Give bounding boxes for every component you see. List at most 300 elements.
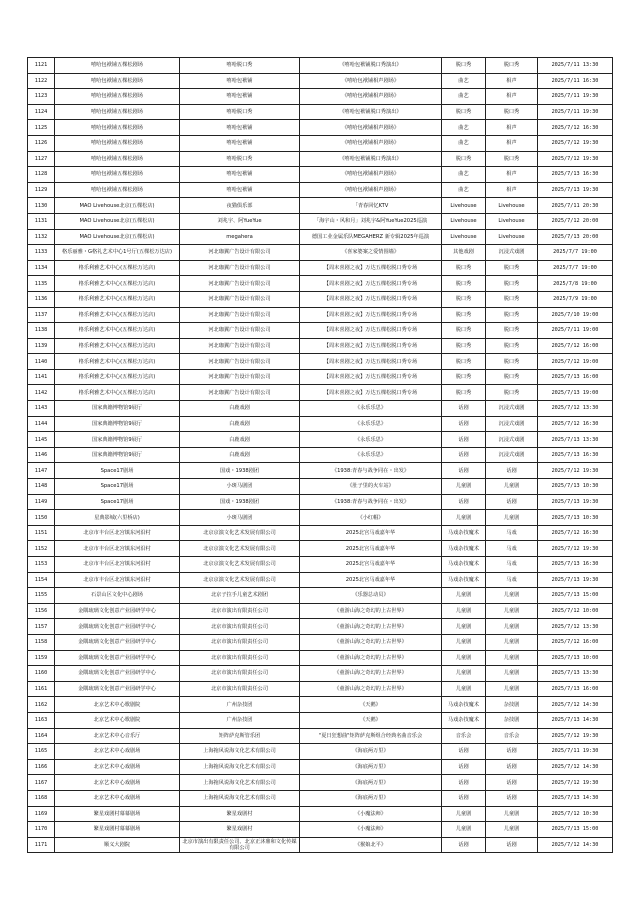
subcategory-cell: 相声 xyxy=(486,73,538,89)
row-number-cell: 1122 xyxy=(28,73,55,89)
table-row xyxy=(28,510,613,526)
category-cell: 脱口秀 xyxy=(442,276,486,292)
subcategory-cell: 儿童剧 xyxy=(486,650,538,666)
venue-cell: 格乐利雅艺术中心(五棵松万达店) xyxy=(55,276,180,292)
subcategory-cell: 话剧 xyxy=(486,837,538,853)
datetime-cell: 2025/7/13 14:30 xyxy=(538,712,613,728)
organizer-cell: 北京市演出有限责任公司 xyxy=(180,681,300,697)
table-row xyxy=(28,151,613,167)
datetime-cell: 2025/7/11 20:30 xyxy=(538,198,613,214)
organizer-cell: 河北珈翼广告设计有限公司 xyxy=(180,338,300,354)
category-cell: 儿童剧 xyxy=(442,603,486,619)
datetime-cell: 2025/7/12 16:00 xyxy=(538,634,613,650)
program-title-cell: 「青春回忆KTV xyxy=(300,198,442,214)
table-row xyxy=(28,135,613,151)
row-number-cell: 1148 xyxy=(28,479,55,495)
venue-cell: Space17剧场 xyxy=(55,463,180,479)
subcategory-cell: Livehouse xyxy=(486,229,538,245)
subcategory-cell: 沉浸式戏剧 xyxy=(486,401,538,417)
category-cell: 话剧 xyxy=(442,837,486,853)
subcategory-cell: 话剧 xyxy=(486,790,538,806)
table-row xyxy=(28,307,613,323)
program-title-cell: 《童游山海之奇幻的上古世界》 xyxy=(300,619,442,635)
table-row xyxy=(28,603,613,619)
datetime-cell: 2025/7/11 19:30 xyxy=(538,89,613,105)
table-row xyxy=(28,525,613,541)
datetime-cell: 2025/7/13 15:00 xyxy=(538,588,613,604)
venue-cell: 嘻哈包袱铺五棵松剧场 xyxy=(55,135,180,151)
category-cell: 话剧 xyxy=(442,447,486,463)
row-number-cell: 1153 xyxy=(28,557,55,573)
table-row xyxy=(28,479,613,495)
program-title-cell: 《童游山海之奇幻的上古世界》 xyxy=(300,650,442,666)
venue-cell: 格乐利雅艺术中心(五棵松万达店) xyxy=(55,323,180,339)
program-title-cell: 《童游山海之奇幻的上古世界》 xyxy=(300,681,442,697)
table-row xyxy=(28,89,613,105)
organizer-cell: 嘻哈脱口秀 xyxy=(180,58,300,74)
category-cell: 儿童剧 xyxy=(442,634,486,650)
organizer-cell: 嘻哈脱口秀 xyxy=(180,151,300,167)
venue-cell: 星典影城(六里桥店) xyxy=(55,510,180,526)
table-row xyxy=(28,822,613,838)
row-number-cell: 1163 xyxy=(28,712,55,728)
category-cell: 脱口秀 xyxy=(442,338,486,354)
datetime-cell: 2025/7/12 20:00 xyxy=(538,213,613,229)
row-number-cell: 1125 xyxy=(28,120,55,136)
venue-cell: 嘻哈包袱铺五棵松剧场 xyxy=(55,167,180,183)
row-number-cell: 1169 xyxy=(28,806,55,822)
row-number-cell: 1144 xyxy=(28,416,55,432)
row-number-cell: 1168 xyxy=(28,790,55,806)
category-cell: 脱口秀 xyxy=(442,354,486,370)
organizer-cell: 广州杂技团 xyxy=(180,697,300,713)
datetime-cell: 2025/7/12 13:30 xyxy=(538,401,613,417)
venue-cell: 嘻哈包袱铺五棵松剧场 xyxy=(55,58,180,74)
venue-cell: 嘻哈包袱铺五棵松剧场 xyxy=(55,151,180,167)
organizer-cell: 河北珈翼广告设计有限公司 xyxy=(180,323,300,339)
program-title-cell: "夏日狂想曲"矩阵萨克斯组合经典名曲音乐会 xyxy=(300,728,442,744)
table-row xyxy=(28,58,613,74)
table-row xyxy=(28,557,613,573)
table-row xyxy=(28,806,613,822)
category-cell: 话剧 xyxy=(442,790,486,806)
row-number-cell: 1136 xyxy=(28,291,55,307)
program-title-cell: 《嘻哈包袱铺脱口秀演出》 xyxy=(300,58,442,74)
program-title-cell: 【周末喜剧之夜】万达五棵松脱口秀专场 xyxy=(300,307,442,323)
datetime-cell: 2025/7/12 10:00 xyxy=(538,603,613,619)
program-title-cell: 《乐器总动员》 xyxy=(300,588,442,604)
table-row xyxy=(28,712,613,728)
venue-cell: 北京艺术中心音乐厅 xyxy=(55,728,180,744)
program-title-cell: 《海底两万里》 xyxy=(300,790,442,806)
program-title-cell: 《永乐乐思》 xyxy=(300,447,442,463)
category-cell: 脱口秀 xyxy=(442,58,486,74)
organizer-cell: 繁星戏剧村 xyxy=(180,822,300,838)
venue-cell: 北京艺术中心歌剧院 xyxy=(55,712,180,728)
subcategory-cell: 话剧 xyxy=(486,775,538,791)
datetime-cell: 2025/7/11 19:30 xyxy=(538,744,613,760)
venue-cell: 国家典籍博物馆9展厅 xyxy=(55,416,180,432)
category-cell: 儿童剧 xyxy=(442,510,486,526)
row-number-cell: 1155 xyxy=(28,588,55,604)
subcategory-cell: 脱口秀 xyxy=(486,291,538,307)
subcategory-cell: 脱口秀 xyxy=(486,369,538,385)
table-row xyxy=(28,619,613,635)
venue-cell: 嘻哈包袱铺五棵松剧场 xyxy=(55,104,180,120)
organizer-cell: 河北珈翼广告设计有限公司 xyxy=(180,354,300,370)
organizer-cell: 河北珈翼广告设计有限公司 xyxy=(180,385,300,401)
organizer-cell: 北京子拉手儿童艺术剧团 xyxy=(180,588,300,604)
program-title-cell: 【周末喜剧之夜】万达五棵松脱口秀专场 xyxy=(300,338,442,354)
subcategory-cell: 儿童剧 xyxy=(486,681,538,697)
organizer-cell: 嘻哈包袱铺 xyxy=(180,89,300,105)
program-title-cell: 《嘻哈包袱铺脱口秀演出》 xyxy=(300,151,442,167)
venue-cell: 金隅琉璃文化创意产业园研学中心 xyxy=(55,650,180,666)
organizer-cell: 北京市演出有限责任公司 xyxy=(180,650,300,666)
program-title-cell: 2025北宫马戏嘉年华 xyxy=(300,557,442,573)
organizer-cell: 北京市演出有限责任公司 xyxy=(180,603,300,619)
program-title-cell: 2025北宫马戏嘉年华 xyxy=(300,541,442,557)
row-number-cell: 1149 xyxy=(28,494,55,510)
category-cell: 话剧 xyxy=(442,494,486,510)
organizer-cell: 广州杂技团 xyxy=(180,712,300,728)
organizer-cell: 白鹿戏剧 xyxy=(180,447,300,463)
datetime-cell: 2025/7/12 16:30 xyxy=(538,525,613,541)
category-cell: 脱口秀 xyxy=(442,151,486,167)
subcategory-cell: 脱口秀 xyxy=(486,323,538,339)
organizer-cell: 小斑马剧团 xyxy=(180,479,300,495)
venue-cell: 嘻哈包袱铺五棵松剧场 xyxy=(55,120,180,136)
category-cell: 话剧 xyxy=(442,759,486,775)
venue-cell: 嘻哈包袱铺五棵松剧场 xyxy=(55,89,180,105)
table-row xyxy=(28,229,613,245)
venue-cell: 北京艺术中心戏剧场 xyxy=(55,759,180,775)
venue-cell: 顺义大剧院 xyxy=(55,837,180,853)
category-cell: 儿童剧 xyxy=(442,479,486,495)
row-number-cell: 1147 xyxy=(28,463,55,479)
program-title-cell: 《海底两万里》 xyxy=(300,775,442,791)
organizer-cell: 河北珈翼广告设计有限公司 xyxy=(180,245,300,261)
subcategory-cell: 沉浸式戏剧 xyxy=(486,245,538,261)
row-number-cell: 1123 xyxy=(28,89,55,105)
venue-cell: 国家典籍博物馆9展厅 xyxy=(55,432,180,448)
table-row xyxy=(28,354,613,370)
table-row xyxy=(28,744,613,760)
program-title-cell: 《永乐乐思》 xyxy=(300,432,442,448)
venue-cell: 北京市丰台区北宫镇东河沿村 xyxy=(55,572,180,588)
venue-cell: MAO Livehouse北京(五棵松店) xyxy=(55,198,180,214)
subcategory-cell: Livehouse xyxy=(486,198,538,214)
subcategory-cell: 脱口秀 xyxy=(486,104,538,120)
row-number-cell: 1158 xyxy=(28,634,55,650)
venue-cell: 金隅琉璃文化创意产业园研学中心 xyxy=(55,634,180,650)
datetime-cell: 2025/7/13 16:00 xyxy=(538,681,613,697)
venue-cell: 金隅琉璃文化创意产业园研学中心 xyxy=(55,666,180,682)
row-number-cell: 1134 xyxy=(28,260,55,276)
organizer-cell: 河北珈翼广告设计有限公司 xyxy=(180,276,300,292)
venue-cell: 金隅琉璃文化创意产业园研学中心 xyxy=(55,619,180,635)
category-cell: 脱口秀 xyxy=(442,385,486,401)
datetime-cell: 2025/7/12 19:30 xyxy=(538,135,613,151)
table-row xyxy=(28,323,613,339)
venue-cell: Space17剧场 xyxy=(55,479,180,495)
datetime-cell: 2025/7/12 16:30 xyxy=(538,120,613,136)
organizer-cell: 北京市演出有限责任公司、北京正沐鼎和文化传媒有限公司 xyxy=(180,837,300,853)
subcategory-cell: 儿童剧 xyxy=(486,666,538,682)
subcategory-cell: 儿童剧 xyxy=(486,822,538,838)
datetime-cell: 2025/7/12 19:30 xyxy=(538,541,613,557)
subcategory-cell: 马戏 xyxy=(486,557,538,573)
program-title-cell: 《嘻哈包袱铺相声剧场》 xyxy=(300,135,442,151)
category-cell: 马戏杂技魔术 xyxy=(442,697,486,713)
table-row xyxy=(28,167,613,183)
venue-cell: 格乐利雅艺术中心(五棵松万达店) xyxy=(55,354,180,370)
datetime-cell: 2025/7/11 19:30 xyxy=(538,104,613,120)
organizer-cell: 上海拖风说海文化艺术有限公司 xyxy=(180,744,300,760)
venue-cell: 金隅琉璃文化创意产业园研学中心 xyxy=(55,603,180,619)
venue-cell: 繁星戏剧村幕幕剧场 xyxy=(55,806,180,822)
program-title-cell: 【周末喜剧之夜】万达五棵松脱口秀专场 xyxy=(300,385,442,401)
datetime-cell: 2025/7/13 13:30 xyxy=(538,666,613,682)
program-title-cell: 《嘻哈包袱铺脱口秀演出》 xyxy=(300,104,442,120)
row-number-cell: 1124 xyxy=(28,104,55,120)
row-number-cell: 1139 xyxy=(28,338,55,354)
subcategory-cell: 儿童剧 xyxy=(486,479,538,495)
datetime-cell: 2025/7/12 14:30 xyxy=(538,837,613,853)
subcategory-cell: 脱口秀 xyxy=(486,354,538,370)
table-row xyxy=(28,572,613,588)
venue-cell: MAO Livehouse北京(五棵松店) xyxy=(55,213,180,229)
table-row xyxy=(28,837,613,853)
category-cell: 儿童剧 xyxy=(442,681,486,697)
organizer-cell: 上海拖风说海文化艺术有限公司 xyxy=(180,759,300,775)
table-row xyxy=(28,73,613,89)
program-title-cell: 《天鹅》 xyxy=(300,712,442,728)
organizer-cell: 北京市演出有限责任公司 xyxy=(180,634,300,650)
organizer-cell: 上海拖风说海文化艺术有限公司 xyxy=(180,775,300,791)
subcategory-cell: 儿童剧 xyxy=(486,603,538,619)
venue-cell: 格乐利雅艺术中心(五棵松万达店) xyxy=(55,385,180,401)
table-row xyxy=(28,245,613,261)
organizer-cell: 嘻哈包袱铺 xyxy=(180,182,300,198)
table-row xyxy=(28,369,613,385)
organizer-cell: 北京市演出有限责任公司 xyxy=(180,666,300,682)
organizer-cell: 矩阵萨克斯管乐团 xyxy=(180,728,300,744)
row-number-cell: 1156 xyxy=(28,603,55,619)
performance-schedule-table xyxy=(27,57,613,853)
category-cell: 马戏杂技魔术 xyxy=(442,572,486,588)
organizer-cell: megahera xyxy=(180,229,300,245)
subcategory-cell: 脱口秀 xyxy=(486,151,538,167)
row-number-cell: 1164 xyxy=(28,728,55,744)
datetime-cell: 2025/7/7 19:00 xyxy=(538,260,613,276)
category-cell: 儿童剧 xyxy=(442,650,486,666)
program-title-cell: 《嘻哈包袱铺相声剧场》 xyxy=(300,73,442,89)
category-cell: 脱口秀 xyxy=(442,369,486,385)
table-row xyxy=(28,666,613,682)
organizer-cell: 河北珈翼广告设计有限公司 xyxy=(180,307,300,323)
program-title-cell: 《海底两万里》 xyxy=(300,744,442,760)
organizer-cell: 嘻哈包袱铺 xyxy=(180,73,300,89)
program-title-cell: 【周末喜剧之夜】万达五棵松脱口秀专场 xyxy=(300,323,442,339)
datetime-cell: 2025/7/13 10:30 xyxy=(538,479,613,495)
datetime-cell: 2025/7/12 19:00 xyxy=(538,354,613,370)
row-number-cell: 1126 xyxy=(28,135,55,151)
category-cell: 话剧 xyxy=(442,744,486,760)
datetime-cell: 2025/7/13 15:00 xyxy=(538,822,613,838)
table-row xyxy=(28,276,613,292)
venue-cell: 繁星戏剧村幕幕剧场 xyxy=(55,822,180,838)
organizer-cell: 上海拖风说海文化艺术有限公司 xyxy=(180,790,300,806)
table-row xyxy=(28,416,613,432)
category-cell: 脱口秀 xyxy=(442,291,486,307)
program-title-cell: 【周末喜剧之夜】万达五棵松脱口秀专场 xyxy=(300,291,442,307)
venue-cell: 北京市丰台区北宫镇东河沿村 xyxy=(55,541,180,557)
category-cell: 话剧 xyxy=(442,401,486,417)
category-cell: 马戏杂技魔术 xyxy=(442,525,486,541)
table-row xyxy=(28,338,613,354)
subcategory-cell: 话剧 xyxy=(486,759,538,775)
row-number-cell: 1152 xyxy=(28,541,55,557)
program-title-cell: 《童游山海之奇幻的上古世界》 xyxy=(300,603,442,619)
datetime-cell: 2025/7/13 16:30 xyxy=(538,447,613,463)
venue-cell: 北京市丰台区北宫镇东河沿村 xyxy=(55,557,180,573)
category-cell: 儿童剧 xyxy=(442,619,486,635)
datetime-cell: 2025/7/11 16:30 xyxy=(538,73,613,89)
program-title-cell: 《嘻哈包袱铺相声剧场》 xyxy=(300,89,442,105)
subcategory-cell: 相声 xyxy=(486,120,538,136)
row-number-cell: 1137 xyxy=(28,307,55,323)
datetime-cell: 2025/7/12 14:30 xyxy=(538,759,613,775)
subcategory-cell: 马戏 xyxy=(486,541,538,557)
row-number-cell: 1127 xyxy=(28,151,55,167)
venue-cell: 嘻哈包袱铺五棵松剧场 xyxy=(55,182,180,198)
venue-cell: 格乐利雅艺术中心(五棵松万达店) xyxy=(55,338,180,354)
category-cell: 马戏杂技魔术 xyxy=(442,541,486,557)
program-title-cell: 《小魔法师》 xyxy=(300,806,442,822)
organizer-cell: 夜猫俱乐部 xyxy=(180,198,300,214)
category-cell: 曲艺 xyxy=(442,120,486,136)
subcategory-cell: 沉浸式戏剧 xyxy=(486,432,538,448)
venue-cell: 金隅琉璃文化创意产业园研学中心 xyxy=(55,681,180,697)
subcategory-cell: 脱口秀 xyxy=(486,276,538,292)
subcategory-cell: 话剧 xyxy=(486,494,538,510)
subcategory-cell: 杂技剧 xyxy=(486,697,538,713)
row-number-cell: 1132 xyxy=(28,229,55,245)
row-number-cell: 1121 xyxy=(28,58,55,74)
datetime-cell: 2025/7/9 19:00 xyxy=(538,291,613,307)
row-number-cell: 1171 xyxy=(28,837,55,853)
program-title-cell: 「海宇山・风和月」刘兆宇&阿YueYue2025巡演 xyxy=(300,213,442,229)
datetime-cell: 2025/7/7 19:00 xyxy=(538,245,613,261)
program-title-cell: 《童游山海之奇幻的上古世界》 xyxy=(300,634,442,650)
program-title-cell: 《肚子里的火车站》 xyxy=(300,479,442,495)
program-title-cell: 《永乐乐思》 xyxy=(300,401,442,417)
organizer-cell: 小斑马剧团 xyxy=(180,510,300,526)
program-title-cell: 《海底两万里》 xyxy=(300,759,442,775)
category-cell: Livehouse xyxy=(442,229,486,245)
table-row xyxy=(28,213,613,229)
subcategory-cell: 儿童剧 xyxy=(486,619,538,635)
subcategory-cell: 儿童剧 xyxy=(486,510,538,526)
category-cell: 话剧 xyxy=(442,432,486,448)
row-number-cell: 1128 xyxy=(28,167,55,183)
category-cell: 脱口秀 xyxy=(442,307,486,323)
category-cell: 话剧 xyxy=(442,775,486,791)
subcategory-cell: 儿童剧 xyxy=(486,806,538,822)
table-row xyxy=(28,291,613,307)
category-cell: 脱口秀 xyxy=(442,323,486,339)
venue-cell: 北京艺术中心戏剧场 xyxy=(55,775,180,791)
table-row xyxy=(28,634,613,650)
table-row xyxy=(28,385,613,401)
venue-cell: 北京艺术中心戏剧场 xyxy=(55,744,180,760)
program-title-cell: 《喜家婆案之爱情围墙》 xyxy=(300,245,442,261)
organizer-cell: 嘻哈包袱铺 xyxy=(180,135,300,151)
subcategory-cell: 儿童剧 xyxy=(486,634,538,650)
venue-cell: Space17剧场 xyxy=(55,494,180,510)
category-cell: 儿童剧 xyxy=(442,666,486,682)
row-number-cell: 1162 xyxy=(28,697,55,713)
datetime-cell: 2025/7/13 19:30 xyxy=(538,572,613,588)
subcategory-cell: 相声 xyxy=(486,182,538,198)
organizer-cell: 嘻哈脱口秀 xyxy=(180,104,300,120)
program-title-cell: 《永乐乐思》 xyxy=(300,416,442,432)
table-row xyxy=(28,697,613,713)
row-number-cell: 1150 xyxy=(28,510,55,526)
venue-cell: 国家典籍博物馆9展厅 xyxy=(55,447,180,463)
datetime-cell: 2025/7/12 13:30 xyxy=(538,619,613,635)
datetime-cell: 2025/7/12 14:30 xyxy=(538,697,613,713)
table-row xyxy=(28,681,613,697)
row-number-cell: 1138 xyxy=(28,323,55,339)
datetime-cell: 2025/7/13 20:00 xyxy=(538,229,613,245)
datetime-cell: 2025/7/13 19:30 xyxy=(538,494,613,510)
organizer-cell: 北京京演文化艺术发展有限公司 xyxy=(180,541,300,557)
datetime-cell: 2025/7/13 19:00 xyxy=(538,385,613,401)
category-cell: 其他戏剧 xyxy=(442,245,486,261)
subcategory-cell: 沉浸式戏剧 xyxy=(486,416,538,432)
row-number-cell: 1145 xyxy=(28,432,55,448)
organizer-cell: 嘻哈包袱铺 xyxy=(180,120,300,136)
organizer-cell: 北京京演文化艺术发展有限公司 xyxy=(180,572,300,588)
subcategory-cell: 儿童剧 xyxy=(486,588,538,604)
datetime-cell: 2025/7/12 19:30 xyxy=(538,463,613,479)
datetime-cell: 2025/7/13 10:00 xyxy=(538,650,613,666)
row-number-cell: 1160 xyxy=(28,666,55,682)
organizer-cell: 嘻哈包袱铺 xyxy=(180,167,300,183)
table-row xyxy=(28,494,613,510)
category-cell: 儿童剧 xyxy=(442,822,486,838)
table-row xyxy=(28,260,613,276)
program-title-cell: 《童游山海之奇幻的上古世界》 xyxy=(300,666,442,682)
category-cell: 马戏杂技魔术 xyxy=(442,712,486,728)
datetime-cell: 2025/7/13 16:30 xyxy=(538,557,613,573)
category-cell: 脱口秀 xyxy=(442,260,486,276)
row-number-cell: 1161 xyxy=(28,681,55,697)
subcategory-cell: 相声 xyxy=(486,135,538,151)
subcategory-cell: 相声 xyxy=(486,167,538,183)
table-row xyxy=(28,728,613,744)
datetime-cell: 2025/7/11 13:30 xyxy=(538,58,613,74)
subcategory-cell: 沉浸式戏剧 xyxy=(486,447,538,463)
table-row xyxy=(28,541,613,557)
subcategory-cell: 脱口秀 xyxy=(486,338,538,354)
table-row xyxy=(28,759,613,775)
organizer-cell: 国戏・1938剧团 xyxy=(180,494,300,510)
row-number-cell: 1141 xyxy=(28,369,55,385)
organizer-cell: 北京市演出有限责任公司 xyxy=(180,619,300,635)
